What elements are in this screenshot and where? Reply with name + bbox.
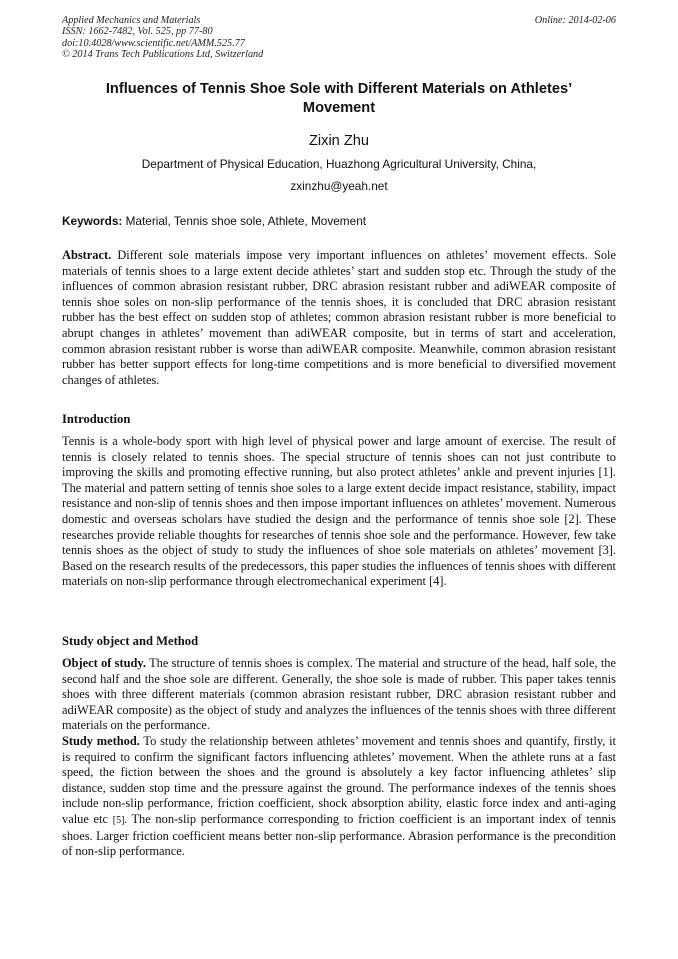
study-section <box>62 656 616 860</box>
method-text-1: To study the relationship between athletes’ movement and tennis shoes and quantify, firstly, it is required to confirm the significant factors influencing athletes’ movement. When the athlete runs at a fast speed, the fiction between the shoes and the ground is absolutely a key factor influencing athletes’ slip distance, sudden stop time and the pressure against the ground. The performance indexes of the tennis shoes include non-slip performance, friction coefficient, shock absorption ability, elastic force index and anti-aging value etc <box>62 733 616 826</box>
author-name: Zixin Zhu <box>308 133 369 149</box>
affiliation: Department of Physical Education, Huazhong Agricultural University, China, <box>141 157 537 171</box>
object-paragraph <box>62 656 616 734</box>
keywords <box>62 214 616 229</box>
method-citation: [5]. <box>112 814 127 826</box>
abstract <box>62 248 616 388</box>
method-label: Study method. <box>62 733 140 748</box>
method-text-2: The non-slip performance corresponding to friction coefficient is an important index of tennis shoes. Larger friction coefficient means better non-slip performance. Abrasion performance is the precondition of non-slip performance. <box>62 811 616 859</box>
keywords-label: Keywords: <box>62 214 123 228</box>
introduction-paragraph: Tennis is a whole-body sport with high level of physical power and large amount of exercise. The result of tennis is closely related to tennis shoes. The special structure of tennis shoes can not just contribute to improving the skills and promoting effective running, but also protect athletes’ ankle and prevent injuries [1]. The material and pattern setting of tennis shoe soles to a large extent decide impact resistance, stability, impact resistance and non-slip of tennis shoes and then impose important influences on athletes’ movement. Numerous domestic and overseas scholars have studied the design and the performance of tennis shoe sole [2]. These researches provide reliable thoughts for researches of tennis shoe sole and the performance. However, few take tennis shoes as the object of study to study the influences of shoe sole materials on athletes’ movement [3]. Based on the research results of the predecessors, this paper studies the influences of tennis shoes with different materials on non-slip performance through electromechanical experiment [4]. <box>62 434 616 589</box>
journal-metadata <box>62 15 263 60</box>
copyright: © 2014 Trans Tech Publications Ltd, Switzerland <box>62 48 264 60</box>
title-line-1: Influences of Tennis Shoe Sole with Different Materials on Athletes’ <box>105 81 573 97</box>
introduction-heading: Introduction <box>62 412 131 426</box>
method-paragraph <box>62 734 616 860</box>
online-date: Online: 2014-02-06 <box>534 15 616 26</box>
doi: doi:10.4028/www.scientific.net/AMM.525.77 <box>62 37 245 49</box>
paper-title <box>62 80 616 118</box>
object-label: Object of study. <box>62 656 147 670</box>
title-line-2: Movement <box>302 100 376 116</box>
author-email: zxinzhu@yeah.net <box>290 179 388 193</box>
journal-name: Applied Mechanics and Materials <box>62 15 201 26</box>
keywords-text: Material, Tennis shoe sole, Athlete, Movement <box>125 214 367 228</box>
abstract-text: Different sole materials impose very important influences on athletes’ movement effects. Sole materials of tennis shoes to a large extent decide athletes’ start and sudden stop etc. Through the study of the influences of common abrasion resistant rubber, DRC abrasion resistant rubber and adiWEAR composite of tennis shoe soles on non-slip performance of the tennis shoes, it is concluded that DRC abrasion resistant rubber has the best effect on sudden stop of athletes; common abrasion resistant rubber is more beneficial to abrupt changes in athletes’ movement than adiWEAR composite, but in terms of start and acceleration, common abrasion resistant rubber is worse than adiWEAR composite. Meanwhile, common abrasion resistant rubber has better support effects for long-time competitions and is more beneficial to diversified movement changes of athletes. <box>62 248 616 387</box>
abstract-label: Abstract. <box>62 248 112 262</box>
object-text: The structure of tennis shoes is complex. The material and structure of the head, half sole, the second half and the shoe sole are different. Generally, the shoe sole is made of rubber. This paper takes tennis shoes with three different materials (common abrasion resistant rubber, DRC abrasion resistant rubber and adiWEAR composite) as the object of study and analyzes the influences of the tennis shoes with three different materials on the performance. <box>62 656 616 733</box>
issn-volume: ISSN: 1662-7482, Vol. 525, pp 77-80 <box>62 26 213 38</box>
study-heading: Study object and Method <box>62 634 199 648</box>
